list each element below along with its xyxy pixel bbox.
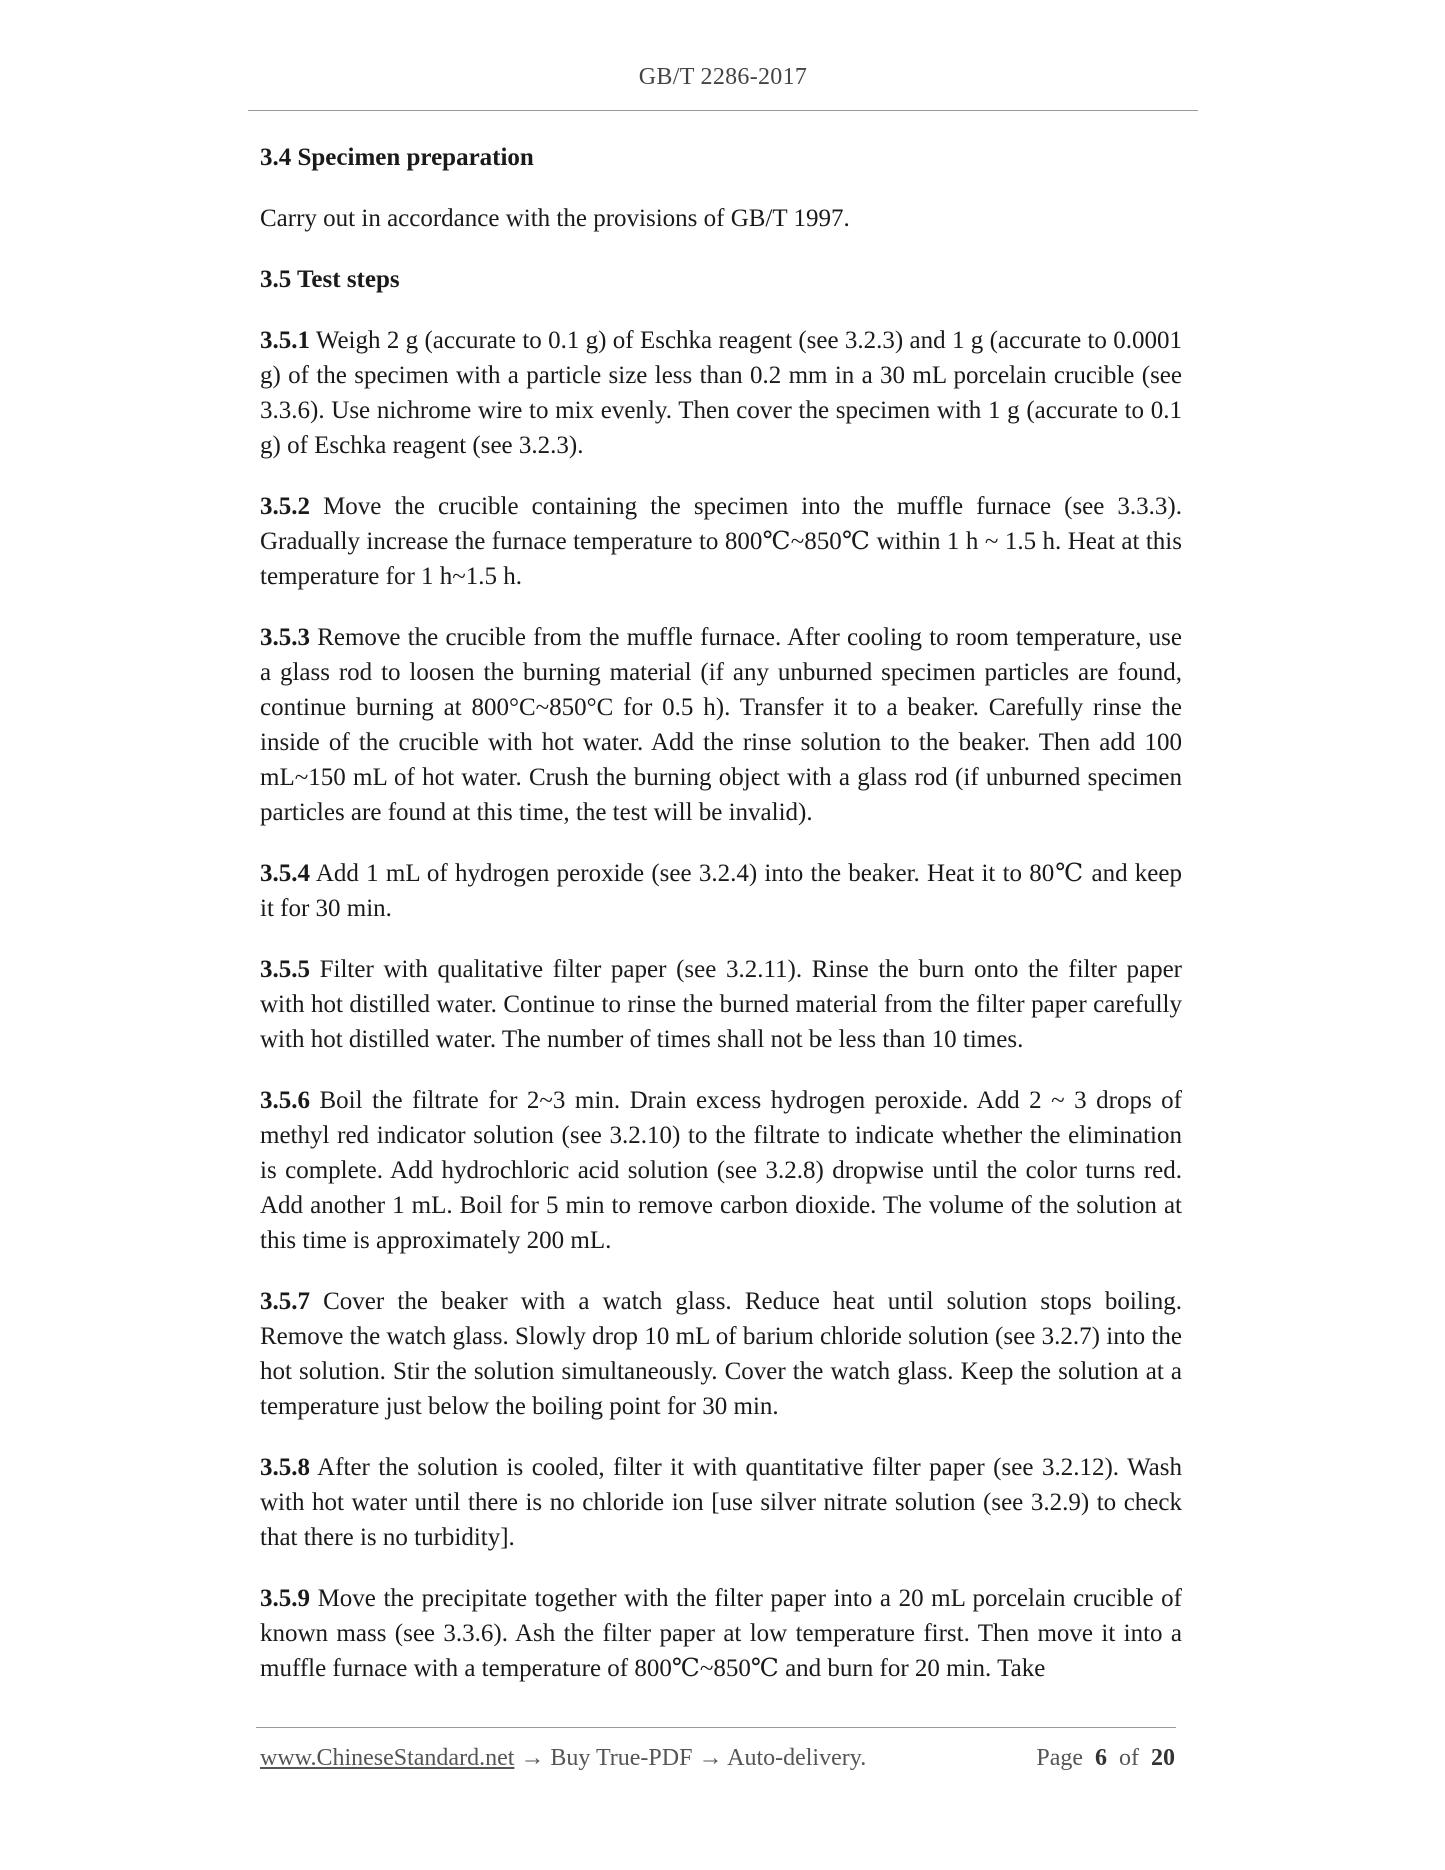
clause-text: Move the precipitate together with the filter paper into a 20 mL porcelain crucible of known mass (see 3.3.6). Ash the filter paper at low temperature first. Then move it into a muffle furnace with a temperature of 800℃~850℃ and burn for 20 min. Take	[260, 1585, 1182, 1682]
clause-number: 3.5.7	[260, 1288, 310, 1315]
paragraph-3-5-9	[260, 1581, 1182, 1686]
footer-promo	[260, 1745, 866, 1772]
paragraph-3-5-7	[260, 1284, 1182, 1424]
clause-text: Cover the beaker with a watch glass. Reduce heat until solution stops boiling. Remove the watch glass. Slowly drop 10 mL of barium chloride solution (see 3.2.7) into the hot solution. Stir the solution simultaneously. Cover the watch glass. Keep the solution at a temperature just below the boiling point for 30 min.	[260, 1288, 1182, 1420]
section-3-5-heading: 3.5 Test steps	[260, 266, 400, 293]
paragraph-3-5-1	[260, 323, 1182, 463]
clause-number: 3.5.4	[260, 860, 310, 887]
site-link[interactable]: www.ChineseStandard.net	[260, 1745, 515, 1771]
promo-text: → Buy True-PDF → Auto-delivery.	[514, 1745, 867, 1771]
header-divider	[248, 110, 1198, 111]
clause-number: 3.5.3	[260, 624, 310, 651]
section-3-4-text: Carry out in accordance with the provisions of GB/T 1997.	[260, 205, 850, 232]
clause-text: Remove the crucible from the muffle furnace. After cooling to room temperature, use a glass rod to loosen the burning material (if any unburned specimen particles are found, continue burning at 800°C~850°C for 0.5 h). Transfer it to a beaker. Carefully rinse the inside of the crucible with hot water. Add the rinse solution to the beaker. Then add 100 mL~150 mL of hot water. Crush the burning object with a glass rod (if unburned specimen particles are found at this time, the test will be invalid).	[260, 624, 1182, 826]
page-of: of	[1119, 1745, 1139, 1771]
clause-text: After the solution is cooled, filter it with quantitative filter paper (see 3.2.12). Wash with hot water until there is no chloride ion [use silver nitrate solution (see 3.2.9) to check that there is no turbidity].	[260, 1454, 1182, 1551]
clause-text: Boil the filtrate for 2~3 min. Drain excess hydrogen peroxide. Add 2 ~ 3 drops of methyl red indicator solution (see 3.2.10) to the filtrate to indicate whether the elimination is complete. Add hydrochloric acid solution (see 3.2.8) dropwise until the color turns red. Add another 1 mL. Boil for 5 min to remove carbon dioxide. The volume of the solution at this time is approximately 200 mL.	[260, 1087, 1182, 1254]
document-body	[260, 140, 1182, 1712]
clause-number: 3.5.2	[260, 493, 310, 520]
paragraph-3-5-3	[260, 620, 1182, 830]
clause-number: 3.5.1	[260, 327, 310, 354]
clause-text: Filter with qualitative filter paper (see 3.2.11). Rinse the burn onto the filter paper with hot distilled water. Continue to rinse the burned material from the filter paper carefully with hot distilled water. The number of times shall not be less than 10 times.	[260, 956, 1182, 1053]
clause-number: 3.5.5	[260, 956, 310, 983]
paragraph-3-5-8	[260, 1450, 1182, 1555]
section-3-4-heading: 3.4 Specimen preparation	[260, 144, 534, 171]
paragraph-3-5-5	[260, 952, 1182, 1057]
page-current: 6	[1095, 1745, 1107, 1771]
page-total: 20	[1151, 1745, 1175, 1771]
clause-number: 3.5.6	[260, 1087, 310, 1114]
page-word: Page	[1036, 1745, 1083, 1771]
paragraph-3-5-4	[260, 856, 1182, 926]
clause-text: Add 1 mL of hydrogen peroxide (see 3.2.4) into the beaker. Heat it to 80℃ and keep it for 30 min.	[260, 860, 1182, 922]
page-indicator	[1036, 1745, 1175, 1772]
paragraph-3-5-2	[260, 489, 1182, 594]
clause-number: 3.5.8	[260, 1454, 310, 1481]
clause-number: 3.5.9	[260, 1585, 310, 1612]
clause-text: Weigh 2 g (accurate to 0.1 g) of Eschka reagent (see 3.2.3) and 1 g (accurate to 0.0001 g) of the specimen with a particle size less than 0.2 mm in a 30 mL porcelain crucible (see 3.3.6). Use nichrome wire to mix evenly. Then cover the specimen with 1 g (accurate to 0.1 g) of Eschka reagent (see 3.2.3).	[260, 327, 1182, 459]
paragraph-3-5-6	[260, 1083, 1182, 1258]
page-header: GB/T 2286-2017	[638, 64, 808, 90]
footer-divider	[256, 1727, 1176, 1728]
clause-text: Move the crucible containing the specimen into the muffle furnace (see 3.3.3). Gradually increase the furnace temperature to 800℃~850℃ within 1 h ~ 1.5 h. Heat at this temperature for 1 h~1.5 h.	[260, 493, 1182, 590]
